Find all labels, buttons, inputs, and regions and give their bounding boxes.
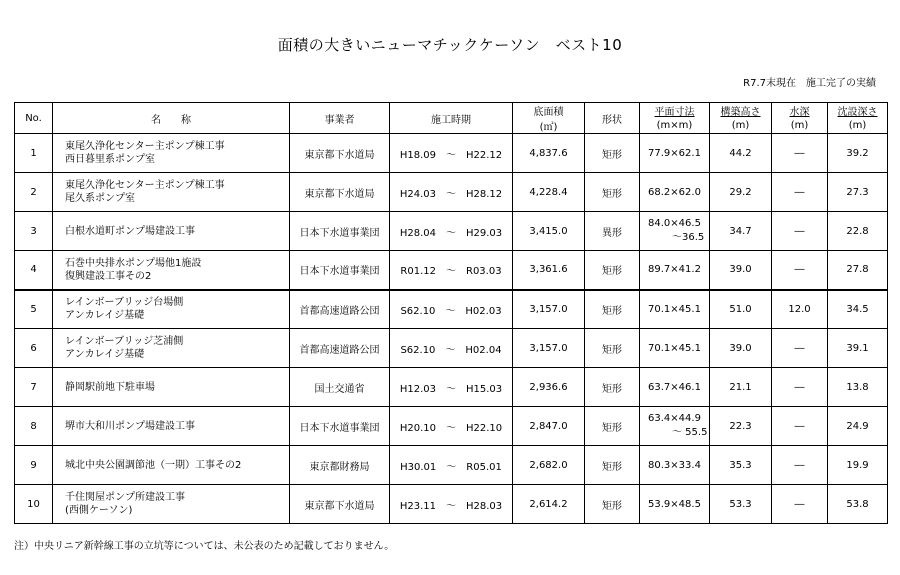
cell-area [513,446,585,485]
cell-height [710,485,772,524]
name-line-2: (西側ケーソン) [65,505,133,516]
header-depth [828,103,888,119]
name-line-1: 東尾久浄化センター主ポンプ棟工事 [65,180,225,191]
height-text: 39.0 [729,264,752,276]
height-text: 39.0 [729,342,752,354]
dims-text: 63.7×46.1 [648,381,701,393]
cell-area [513,485,585,524]
header-dims-unit: (m×m) [640,118,710,134]
dims-text: 70.1×45.1 [648,303,701,315]
header-height [710,103,772,119]
name-line-1: レインボーブリッジ芝浦側 [65,336,184,347]
header-row [15,103,888,119]
header-water [772,103,828,119]
caisson-table [14,102,888,524]
operator-text: 日本下水道事業団 [299,266,380,278]
operator-text: 日本下水道事業団 [299,227,380,239]
cell-operator [290,407,390,446]
cell-dims [640,290,710,329]
height-text: 53.3 [729,498,752,510]
cell-operator [290,329,390,368]
cell-area [513,407,585,446]
depth-text: 19.9 [846,459,869,471]
dims-text: 53.9×48.5 [648,498,701,510]
name-line-2: アンカレイジ基礎 [65,310,145,322]
cell-water [772,134,828,173]
header-height-label: 構築高さ [720,107,761,118]
cell-period [390,407,513,446]
depth-text: 27.8 [846,264,869,276]
cell-height [710,446,772,485]
cell-no [15,251,53,290]
shape-text: 異形 [602,227,622,239]
cell-depth [828,407,888,446]
depth-text: 34.5 [846,303,869,315]
cell-area [513,329,585,368]
table-row [15,446,888,485]
table-row [15,290,888,329]
cell-name [53,173,290,212]
cell-period [390,485,513,524]
water-text: ― [794,186,805,198]
period-text: H12.03 ～ H15.03 [399,383,503,395]
cell-water [772,251,828,290]
cell-shape [585,212,640,251]
header-name: 名 称 [53,103,290,134]
cell-operator [290,212,390,251]
cell-no [15,368,53,407]
name-line-1: 石巻中央排水ポンプ場他1施設 [65,257,202,269]
table-row [15,212,888,251]
area-text: 2,847.0 [529,420,568,432]
cell-no [15,329,53,368]
operator-text: 東京都下水道局 [304,500,375,512]
cell-period [390,368,513,407]
depth-text: 27.3 [846,186,869,198]
dims-text: 80.3×33.4 [648,459,701,471]
header-water-unit: (m) [772,118,828,134]
cell-shape [585,446,640,485]
dims-text: 84.0×46.5 [648,218,701,229]
cell-no [15,485,53,524]
name-line-2: 西日暮里系ポンプ室 [65,154,155,165]
cell-shape [585,290,640,329]
name-line-1: 堺市大和川ポンプ場建設工事 [65,420,195,432]
cell-shape [585,251,640,290]
cell-water [772,173,828,212]
no-text: 3 [30,225,37,237]
water-text: 12.0 [788,303,811,315]
operator-text: 東京都下水道局 [304,149,375,161]
area-text: 3,415.0 [529,225,568,237]
cell-operator [290,485,390,524]
header-depth-label: 沈設深さ [837,107,878,118]
cell-period [390,173,513,212]
shape-text: 矩形 [602,422,622,434]
cell-name [53,368,290,407]
cell-period [390,290,513,329]
cell-period [390,134,513,173]
cell-no [15,446,53,485]
cell-depth [828,446,888,485]
footnote: 注）中央リニア新幹線工事の立坑等については、未公表のため記載しておりません。 [14,541,395,552]
water-text: ― [794,459,805,471]
area-text: 2,682.0 [529,459,568,471]
height-text: 44.2 [729,147,752,159]
cell-water [772,290,828,329]
water-text: ― [794,381,805,393]
cell-no [15,407,53,446]
operator-text: 国土交通省 [314,383,365,395]
period-text: H30.01 ～ R05.01 [400,461,502,473]
dims-text: 89.7×41.2 [648,264,701,276]
cell-depth [828,134,888,173]
period-text: H23.11 ～ H28.03 [399,500,503,512]
depth-text: 22.8 [846,225,869,237]
no-text: 7 [30,381,37,393]
cell-height [710,290,772,329]
cell-name [53,485,290,524]
water-text: ― [794,342,805,354]
operator-text: 東京都下水道局 [304,188,375,200]
cell-no [15,134,53,173]
cell-water [772,407,828,446]
water-text: ― [794,264,805,276]
area-text: 3,361.6 [529,264,568,276]
period-text: S62.10 ～ H02.03 [400,305,502,317]
no-text: 10 [27,498,40,510]
water-text: ― [794,225,805,237]
cell-shape [585,329,640,368]
shape-text: 矩形 [602,149,622,161]
area-text: 2,614.2 [529,498,568,510]
cell-depth [828,485,888,524]
table-row [15,407,888,446]
cell-period [390,251,513,290]
cell-depth [828,329,888,368]
dims-text-2: ～ 55.5 [672,427,708,438]
name-line-2: 復興建設工事その2 [65,270,152,282]
cell-name [53,407,290,446]
name-line-1: 静岡駅前地下駐車場 [65,381,155,393]
area-text: 2,936.6 [529,381,568,393]
area-text: 4,837.6 [529,147,568,159]
header-period: 施工時期 [390,103,513,134]
operator-text: 日本下水道事業団 [299,422,380,434]
header-operator: 事業者 [290,103,390,134]
header-area: 底面積 [513,103,585,119]
no-text: 6 [30,342,37,354]
cell-operator [290,251,390,290]
header-depth-unit: (m) [828,118,888,134]
cell-area [513,290,585,329]
name-line-2: 尾久系ポンプ室 [65,193,135,204]
cell-no [15,212,53,251]
dims-text: 77.9×62.1 [648,147,701,159]
shape-text: 矩形 [602,500,622,512]
period-text: H28.04 ～ H29.03 [399,227,503,239]
cell-water [772,368,828,407]
cell-shape [585,134,640,173]
height-text: 51.0 [729,303,752,315]
cell-area [513,212,585,251]
cell-area [513,134,585,173]
cell-period [390,446,513,485]
cell-dims [640,173,710,212]
shape-text: 矩形 [602,344,622,356]
cell-dims [640,134,710,173]
cell-name [53,212,290,251]
cell-water [772,212,828,251]
cell-name [53,290,290,329]
no-text: 5 [30,303,37,315]
cell-depth [828,290,888,329]
header-no: No. [15,103,53,134]
cell-dims [640,251,710,290]
area-text: 3,157.0 [529,303,568,315]
cell-no [15,290,53,329]
cell-water [772,446,828,485]
header-height-unit: (m) [710,118,772,134]
page-title: 面積の大きいニューマチックケーソン ベスト10 [277,36,623,54]
name-line-1: 白根水道町ポンプ場建設工事 [65,225,195,237]
operator-text: 首都高速道路公団 [299,305,380,317]
cell-shape [585,368,640,407]
table-row [15,485,888,524]
water-text: ― [794,498,805,510]
period-text: S62.10 ～ H02.04 [400,344,502,356]
area-text: 3,157.0 [529,342,568,354]
cell-no [15,173,53,212]
cell-depth [828,173,888,212]
cell-shape [585,485,640,524]
cell-depth [828,251,888,290]
as-of-note: R7.7末現在 施工完了の実績 [743,78,876,89]
depth-text: 39.1 [846,342,869,354]
cell-depth [828,368,888,407]
cell-dims [640,212,710,251]
header-dims [640,103,710,119]
header-area-unit: (㎡) [513,118,585,134]
no-text: 1 [30,147,37,159]
cell-dims [640,446,710,485]
no-text: 2 [30,186,37,198]
area-text: 4,228.4 [529,186,568,198]
shape-text: 矩形 [602,305,622,317]
cell-name [53,251,290,290]
depth-text: 24.9 [846,420,869,432]
water-text: ― [794,420,805,432]
cell-dims [640,485,710,524]
depth-text: 13.8 [846,381,869,393]
table-row [15,251,888,290]
water-text: ― [794,147,805,159]
no-text: 4 [30,264,37,276]
shape-text: 矩形 [602,383,622,395]
height-text: 34.7 [729,225,752,237]
height-text: 29.2 [729,186,752,198]
period-text: H20.10 ～ H22.10 [399,422,503,434]
dims-text-2: ～36.5 [672,232,705,243]
header-dims-label: 平面寸法 [654,107,695,118]
cell-area [513,251,585,290]
cell-height [710,368,772,407]
cell-name [53,134,290,173]
period-text: H24.03 ～ H28.12 [399,188,503,200]
cell-water [772,485,828,524]
table-row [15,368,888,407]
operator-text: 東京都財務局 [309,461,370,473]
shape-text: 矩形 [602,461,622,473]
cell-height [710,407,772,446]
cell-shape [585,173,640,212]
no-text: 8 [30,420,37,432]
shape-text: 矩形 [602,266,622,278]
period-text: H18.09 ～ H22.12 [399,149,503,161]
no-text: 9 [30,459,37,471]
cell-water [772,329,828,368]
depth-text: 53.8 [846,498,869,510]
name-line-2: アンカレイジ基礎 [65,349,145,360]
table-row [15,329,888,368]
cell-operator [290,134,390,173]
cell-height [710,134,772,173]
cell-area [513,368,585,407]
cell-dims [640,329,710,368]
period-text: R01.12 ～ R03.03 [400,266,502,278]
height-text: 21.1 [729,381,752,393]
cell-name [53,329,290,368]
height-text: 22.3 [729,420,752,432]
name-line-1: 東尾久浄化センター主ポンプ棟工事 [65,141,225,152]
table-row [15,134,888,173]
cell-depth [828,212,888,251]
cell-dims [640,368,710,407]
cell-operator [290,290,390,329]
height-text: 35.3 [729,459,752,471]
depth-text: 39.2 [846,147,869,159]
cell-height [710,173,772,212]
cell-period [390,212,513,251]
header-shape: 形状 [585,103,640,134]
table-row [15,173,888,212]
operator-text: 首都高速道路公団 [299,344,380,356]
cell-shape [585,407,640,446]
header-water-label: 水深 [789,107,810,118]
dims-text: 68.2×62.0 [648,186,701,198]
shape-text: 矩形 [602,188,622,200]
dims-text: 70.1×45.1 [648,342,701,354]
name-line-1: 城北中央公園調節池（一期）工事その2 [65,459,242,471]
cell-operator [290,446,390,485]
cell-operator [290,368,390,407]
dims-text: 63.4×44.9 [648,413,701,424]
cell-name [53,446,290,485]
cell-operator [290,173,390,212]
cell-area [513,173,585,212]
name-line-1: 千住関屋ポンプ所建設工事 [65,492,185,503]
cell-height [710,251,772,290]
cell-height [710,329,772,368]
cell-height [710,212,772,251]
cell-period [390,329,513,368]
cell-dims [640,407,710,446]
name-line-1: レインボーブリッジ台場側 [65,297,184,309]
